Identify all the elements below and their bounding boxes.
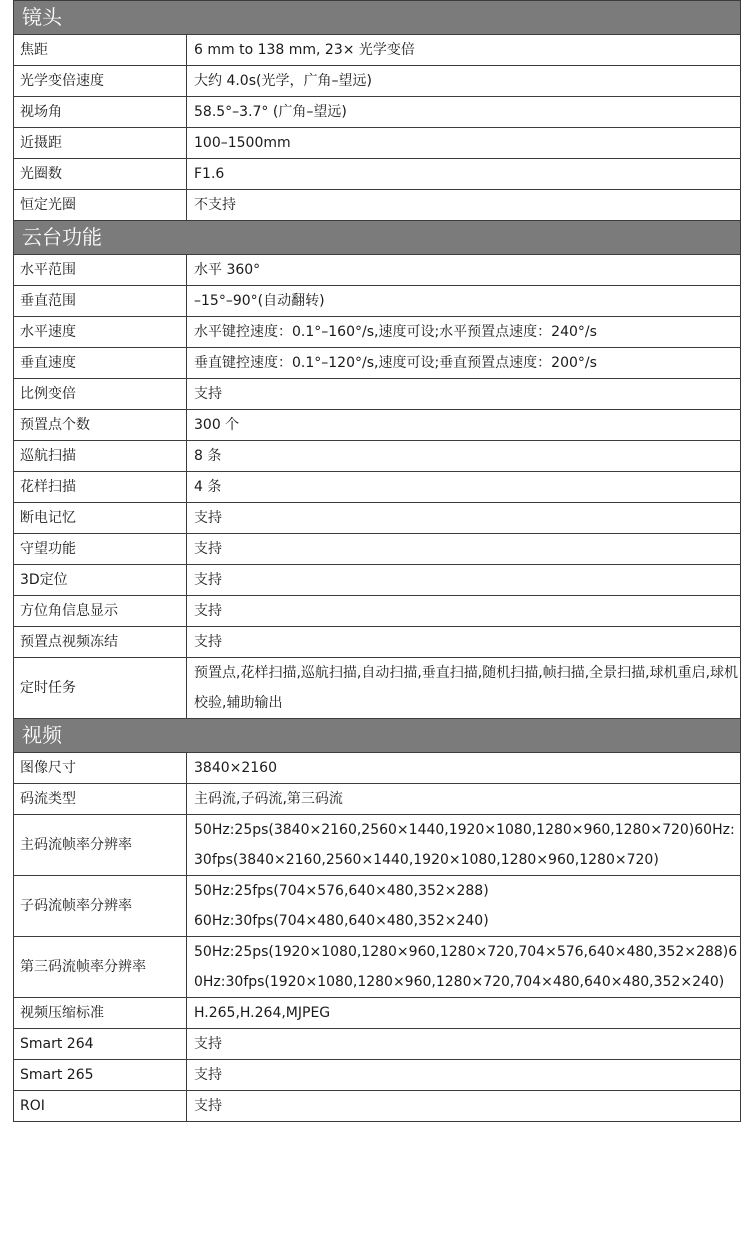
table-row <box>14 410 741 441</box>
spec-value: 58.5°–3.7° (广角–望远) <box>187 97 741 128</box>
spec-label: 近摄距 <box>14 128 187 159</box>
spec-value: 8 条 <box>187 441 741 472</box>
spec-value: 水平 360° <box>187 255 741 286</box>
table-row <box>14 534 741 565</box>
table-row <box>14 1029 741 1060</box>
section-title: 云台功能 <box>14 221 741 255</box>
table-row <box>14 159 741 190</box>
spec-label: 光圈数 <box>14 159 187 190</box>
table-row <box>14 565 741 596</box>
table-row <box>14 35 741 66</box>
spec-label: 花样扫描 <box>14 472 187 503</box>
spec-label: 预置点个数 <box>14 410 187 441</box>
table-row <box>14 627 741 658</box>
spec-value: 大约 4.0s(光学，广角–望远) <box>187 66 741 97</box>
spec-value: 6 mm to 138 mm, 23× 光学变倍 <box>187 35 741 66</box>
table-row <box>14 128 741 159</box>
spec-value: 支持 <box>187 565 741 596</box>
spec-value: 支持 <box>187 503 741 534</box>
spec-label: 垂直范围 <box>14 286 187 317</box>
spec-value: 主码流,子码流,第三码流 <box>187 784 741 815</box>
table-row <box>14 784 741 815</box>
spec-value: 50Hz:25ps(1920×1080,1280×960,1280×720,704×576,640×480,352×288)60Hz:30fps(1920×1080,1280×960,1280×720,704×480,640×480,352×240) <box>187 937 741 998</box>
spec-label: 子码流帧率分辨率 <box>14 876 187 937</box>
table-row <box>14 1091 741 1122</box>
section-title: 镜头 <box>14 1 741 35</box>
spec-label: 恒定光圈 <box>14 190 187 221</box>
spec-value: 300 个 <box>187 410 741 441</box>
table-row <box>14 753 741 784</box>
spec-value: 垂直键控速度：0.1°–120°/s,速度可设;垂直预置点速度：200°/s <box>187 348 741 379</box>
spec-value: 100–1500mm <box>187 128 741 159</box>
spec-label: 码流类型 <box>14 784 187 815</box>
spec-label: 主码流帧率分辨率 <box>14 815 187 876</box>
spec-value: 支持 <box>187 379 741 410</box>
section-header-ptz <box>14 221 741 255</box>
table-row <box>14 97 741 128</box>
spec-label: 光学变倍速度 <box>14 66 187 97</box>
spec-value-line: 50Hz:25fps(704×576,640×480,352×288) <box>194 883 489 899</box>
section-header-video <box>14 719 741 753</box>
spec-value: 不支持 <box>187 190 741 221</box>
table-row <box>14 596 741 627</box>
table-row <box>14 317 741 348</box>
section-title: 视频 <box>14 719 741 753</box>
spec-label: 焦距 <box>14 35 187 66</box>
spec-label: 方位角信息显示 <box>14 596 187 627</box>
spec-value: 预置点,花样扫描,巡航扫描,自动扫描,垂直扫描,随机扫描,帧扫描,全景扫描,球机重启,球机校验,辅助输出 <box>187 658 741 719</box>
spec-value: 支持 <box>187 534 741 565</box>
spec-value: 水平键控速度：0.1°–160°/s,速度可设;水平预置点速度：240°/s <box>187 317 741 348</box>
spec-table <box>13 0 741 1122</box>
spec-label: Smart 265 <box>14 1060 187 1091</box>
spec-value: 支持 <box>187 1029 741 1060</box>
table-row <box>14 286 741 317</box>
table-row <box>14 379 741 410</box>
table-row <box>14 998 741 1029</box>
table-row <box>14 66 741 97</box>
table-row <box>14 255 741 286</box>
spec-label: 视场角 <box>14 97 187 128</box>
spec-value: 支持 <box>187 1091 741 1122</box>
spec-label: 断电记忆 <box>14 503 187 534</box>
spec-value: 50Hz:25ps(3840×2160,2560×1440,1920×1080,1280×960,1280×720)60Hz:30fps(3840×2160,2560×1440,1920×1080,1280×960,1280×720) <box>187 815 741 876</box>
spec-label: Smart 264 <box>14 1029 187 1060</box>
spec-label: 视频压缩标准 <box>14 998 187 1029</box>
spec-value: 3840×2160 <box>187 753 741 784</box>
table-row <box>14 937 741 998</box>
spec-label: 垂直速度 <box>14 348 187 379</box>
spec-label: 巡航扫描 <box>14 441 187 472</box>
spec-label: 水平范围 <box>14 255 187 286</box>
table-row <box>14 190 741 221</box>
table-row <box>14 348 741 379</box>
spec-value: 4 条 <box>187 472 741 503</box>
spec-label: 比例变倍 <box>14 379 187 410</box>
spec-value: 支持 <box>187 596 741 627</box>
spec-value: –15°–90°(自动翻转) <box>187 286 741 317</box>
spec-label: 预置点视频冻结 <box>14 627 187 658</box>
spec-label: ROI <box>14 1091 187 1122</box>
table-row <box>14 815 741 876</box>
spec-label: 守望功能 <box>14 534 187 565</box>
table-row <box>14 658 741 719</box>
table-row <box>14 441 741 472</box>
table-row <box>14 1060 741 1091</box>
table-row <box>14 503 741 534</box>
spec-value: 支持 <box>187 1060 741 1091</box>
spec-label: 定时任务 <box>14 658 187 719</box>
spec-label: 水平速度 <box>14 317 187 348</box>
section-header-lens <box>14 1 741 35</box>
table-row <box>14 472 741 503</box>
spec-label: 图像尺寸 <box>14 753 187 784</box>
spec-value <box>187 876 741 937</box>
spec-value: H.265,H.264,MJPEG <box>187 998 741 1029</box>
table-row <box>14 876 741 937</box>
spec-value-line: 60Hz:30fps(704×480,640×480,352×240) <box>194 913 489 929</box>
spec-label: 第三码流帧率分辨率 <box>14 937 187 998</box>
spec-label: 3D定位 <box>14 565 187 596</box>
spec-value: F1.6 <box>187 159 741 190</box>
spec-value: 支持 <box>187 627 741 658</box>
